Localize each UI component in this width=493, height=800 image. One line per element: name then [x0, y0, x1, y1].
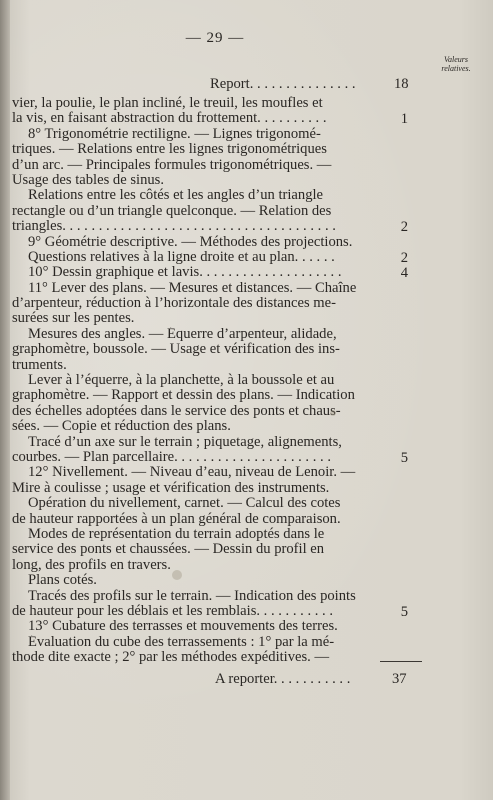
report-label: Report. . . . . . . . . . . . . . . [210, 76, 356, 92]
line-value: 4 [400, 265, 408, 282]
text-line: triques. — Relations entre les lignes trigonométriques [12, 142, 327, 158]
text-line: sées. — Copie et réduction des plans. [12, 419, 231, 435]
text-line: Mire à coulisse ; usage et vérification des instruments. [12, 480, 330, 496]
column-heading-line: Valeurs [444, 55, 468, 64]
line-value: 5 [400, 450, 408, 467]
text-line: d’un arc. — Principales formules trigonométriques. — [12, 157, 332, 173]
text-line: Mesures des angles. — Équerre d’arpenteur, alidade, [28, 326, 337, 342]
column-heading-line: relatives. [441, 64, 471, 73]
text-line: triangles. . . . . . . . . . . . . . . . . . . . . . . . . . . . . . . . . . . . . . [12, 219, 336, 235]
syllabus-text [12, 96, 412, 665]
text-line: 13° Cubature des terrasses et mouvements des terres. [28, 619, 338, 635]
text-line: graphomètre. — Rapport et dessin des plans. — Indication [12, 388, 355, 404]
line-value: 1 [400, 111, 408, 128]
text-line: courbes. — Plan parcellaire. . . . . . . . . . . . . . . . . . . . . . [12, 449, 331, 465]
text-line: long, des profils en travers. [12, 557, 171, 573]
page-binding-edge [0, 0, 10, 800]
report-value: 18 [394, 76, 409, 92]
text-line: Usage des tables de sinus. [12, 172, 164, 188]
text-line: Modes de représentation du terrain adoptés dans le [28, 526, 325, 542]
text-line: service des ponts et chaussées. — Dessin du profil en [12, 542, 325, 558]
page-number: — 29 — [185, 30, 245, 46]
text-line: la vis, en faisant abstraction du frottement. . . . . . . . . . [12, 111, 327, 127]
text-line: de hauteur rapportées à un plan général de comparaison. [12, 511, 341, 527]
text-line: 9° Géométrie descriptive. — Méthodes des projections. [28, 234, 353, 250]
column-heading [431, 55, 481, 73]
line-value: 2 [400, 219, 408, 236]
text-line: 11° Lever des plans. — Mesures et distances. — Chaîne [28, 280, 357, 296]
text-line: des échelles adoptées dans le service des ponts et chaus- [12, 403, 341, 419]
text-line: Lever à l’équerre, à la planchette, à la boussole et au [28, 373, 335, 389]
text-line: rectangle ou d’un triangle quelconque. — Relation des [12, 203, 332, 219]
text-line: Évaluation du cube des terrassements : 1° par la mé- [28, 634, 335, 650]
text-line: vier, la poulie, le plan incliné, le treuil, les moufles et [12, 96, 323, 111]
line-value: 5 [400, 604, 408, 621]
text-line: truments. [12, 357, 67, 373]
text-line: 10° Dessin graphique et lavis. . . . . . . . . . . . . . . . . . . . [28, 265, 342, 281]
total-rule [380, 661, 422, 662]
text-line: Tracé d’un axe sur le terrain ; piquetage, alignements, [28, 434, 342, 450]
text-line: d’arpenteur, réduction à l’horizontale des distances me- [12, 296, 336, 312]
text-line: 12° Nivellement. — Niveau d’eau, niveau de Lenoir. — [28, 465, 356, 481]
text-line: surées sur les pentes. [12, 311, 135, 327]
text-line: Plans cotés. [28, 573, 97, 589]
a-reporter-label: A reporter. . . . . . . . . . . [215, 671, 351, 687]
paper-stain [330, 410, 336, 416]
paper-stain [172, 570, 182, 580]
text-line: 8° Trigonométrie rectiligne. — Lignes trigonomé- [28, 126, 321, 142]
a-reporter-value: 37 [392, 671, 407, 687]
text-line: de hauteur pour les déblais et les remblais. . . . . . . . . . . [12, 603, 333, 619]
text-line: Opération du nivellement, carnet. — Calcul des cotes [28, 496, 341, 512]
text-line: thode dite exacte ; 2° par les méthodes expéditives. — [12, 650, 330, 666]
line-value: 2 [400, 250, 408, 266]
text-line: graphomètre, boussole. — Usage et vérification des ins- [12, 342, 340, 358]
text-line: Questions relatives à la ligne droite et au plan. . . . . . [28, 249, 335, 265]
text-line: Relations entre les côtés et les angles d’un triangle [28, 188, 324, 204]
text-line: Tracés des profils sur le terrain. — Indication des points [28, 588, 356, 604]
